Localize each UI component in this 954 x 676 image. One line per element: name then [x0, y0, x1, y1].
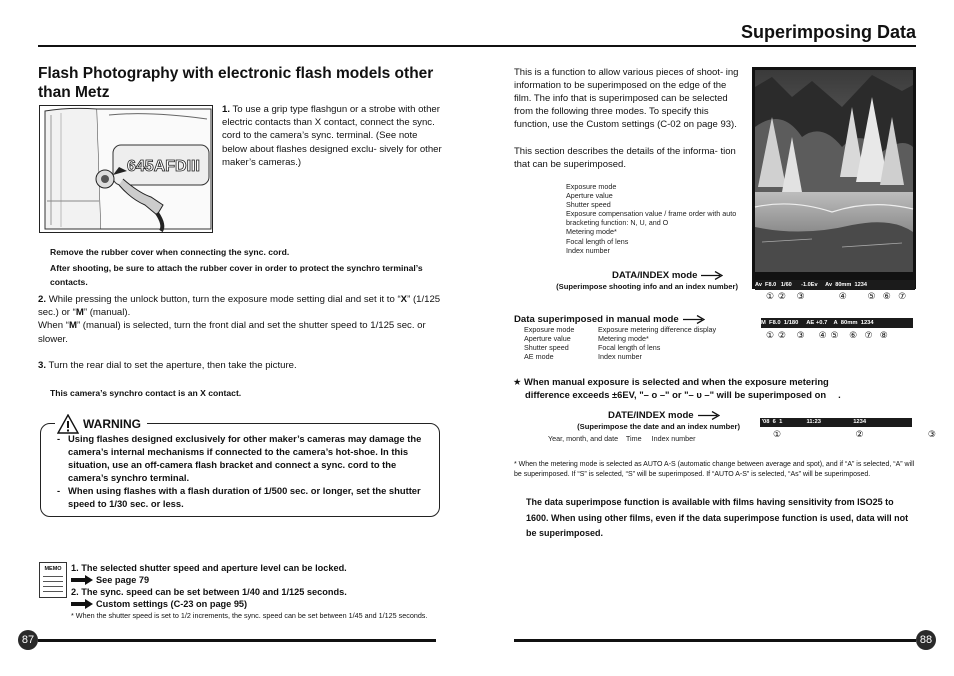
- arrow-right-icon: [698, 411, 720, 420]
- intro-paragraph: This is a function to allow various pieces of shoot- ing information to be superimposed on the edge of the film. The info that is superimposed can be selected from the following three modes. To specify this function, use the Custom settings (C-02 on page 93).: [514, 67, 739, 131]
- header-rule: [38, 45, 916, 47]
- data-index-items: Exposure mode Aperture value Shutter speed Exposure compensation value / frame order with auto bracketing function: N, U, and O Metering mode* Focal length of lens Index number: [566, 182, 737, 255]
- date-index-mode-sub: (Superimpose the date and an index number): [577, 422, 740, 431]
- arrow-right-icon: [701, 271, 723, 280]
- photo-data-strip: Av F8.0 1/60 -1.0Ev Av 80mm 1234: [755, 280, 915, 290]
- step-1: 1. To use a grip type flashgun or a strobe with other electric contacts than X contact, connect the sync. cord to the camera’s sync. terminal. (See note below about flashes designed exclu- sively for other maker’s cameras.): [222, 104, 442, 168]
- data-index-markers: ① ② ③ ④ ⑤ ⑥ ⑦: [766, 292, 907, 302]
- manual-markers: ① ② ③ ④ ⑤ ⑥ ⑦ ⑧: [766, 331, 889, 341]
- memo-text: 1. The selected shutter speed and aperture level can be locked. See page 79 2. The sync. speed can be set between 1/40 and 1/125 seconds. Custom settings (C-23 on page 95): [71, 563, 347, 609]
- iso-note: The data superimpose function is available with films having sensitivity from ISO25 to 1600. When using other films, even if the data superimpose function is used, data will not be superimposed.: [526, 497, 909, 538]
- step-3: 3. Turn the rear dial to set the aperture, then take the picture.: [38, 360, 297, 371]
- warning-header: WARNING: [55, 414, 147, 434]
- date-captions: Year, month, and date Time Index number: [548, 434, 696, 443]
- arrow-right-icon: [683, 315, 705, 324]
- manual-col-2: Exposure metering difference display Metering mode* Focal length of lens Index number: [598, 325, 717, 362]
- warning-item: - Using flashes designed exclusively for other maker’s cameras may damage the camera’s internal mechanisms if connected to the camera’s hot-shoe. In this situation, use an off-camera flash bracket and connect a sync. cord to the camera’s synchro terminal.: [57, 433, 422, 483]
- reference-arrow-icon: [71, 575, 93, 585]
- date-markers: ① ② ③: [773, 430, 937, 440]
- sample-photo: [752, 67, 916, 289]
- warning-icon: [57, 414, 79, 434]
- note-rubber-cover: Remove the rubber cover when connecting the sync. cord.: [50, 247, 290, 257]
- manual-data-strip: M F8.0 1/180 AE +0.7 A 80mm 1234: [761, 318, 913, 328]
- camera-sync-illustration: [39, 105, 213, 233]
- date-data-strip: '08 6 1 11:23 1234: [760, 418, 912, 427]
- metering-footnote: * When the metering mode is selected as AUTO A-S (automatic change between average and spot), and if “A” is selected, “A” will be superimposed. If “S” is selected, “S” will be superimposed. If “AUTO A-S” is selected, “As” will be superimposed.: [514, 461, 915, 478]
- page-title: Superimposing Data: [740, 22, 916, 42]
- step-2: 2. While pressing the unlock button, turn the exposure mode setting dial and set it to “X” (1/125 sec.) or “M” (manual). When “M” (manual) is selected, turn the front dial and set the shutter speed to 1/125 sec. or slower.: [38, 294, 441, 345]
- synchro-contact-note: This camera’s synchro contact is an X contact.: [50, 388, 242, 398]
- warning-list: [57, 432, 425, 510]
- warning-item: - When using flashes with a flash duration of 1/500 sec. or longer, set the shutter speed to 1/30 sec. or less.: [57, 485, 421, 509]
- data-index-mode-sub: (Superimpose shooting info and an index number): [556, 282, 738, 291]
- memo-icon: MEMO: [39, 562, 67, 598]
- page-number-right: 88: [916, 630, 936, 650]
- manual-col-1: Exposure mode Aperture value Shutter speed AE mode: [524, 325, 575, 362]
- date-index-mode-label: DATE/INDEX mode: [608, 409, 720, 422]
- intro-paragraph-2: This section describes the details of the informa- tion that can be superimposed.: [514, 146, 736, 171]
- note-attach-cover: After shooting, be sure to attach the rubber cover in order to protect the synchro terminal’s contacts.: [50, 263, 423, 287]
- page-number-left: 87: [18, 630, 38, 650]
- memo-footnote: * When the shutter speed is set to 1/2 increments, the sync. speed can be set between 1/45 and 1/125 seconds.: [71, 611, 428, 620]
- data-index-mode-label: DATA/INDEX mode: [612, 269, 723, 282]
- star-note: ★ When manual exposure is selected and when the exposure metering difference exceeds ±6EV, "– ᴏ –" or "– ᴜ –" will be superimposed on .: [513, 376, 841, 400]
- manual-mode-label: Data superimposed in manual mode: [514, 313, 705, 326]
- reference-arrow-icon: [71, 599, 93, 609]
- section-heading: Flash Photography with electronic flash models other than Metz: [38, 65, 434, 101]
- star-icon: ★: [513, 376, 525, 387]
- footer-rule-left: [38, 639, 436, 642]
- camera-model-label: 645AFDIII: [127, 158, 200, 175]
- footer-rule-right: [514, 639, 916, 642]
